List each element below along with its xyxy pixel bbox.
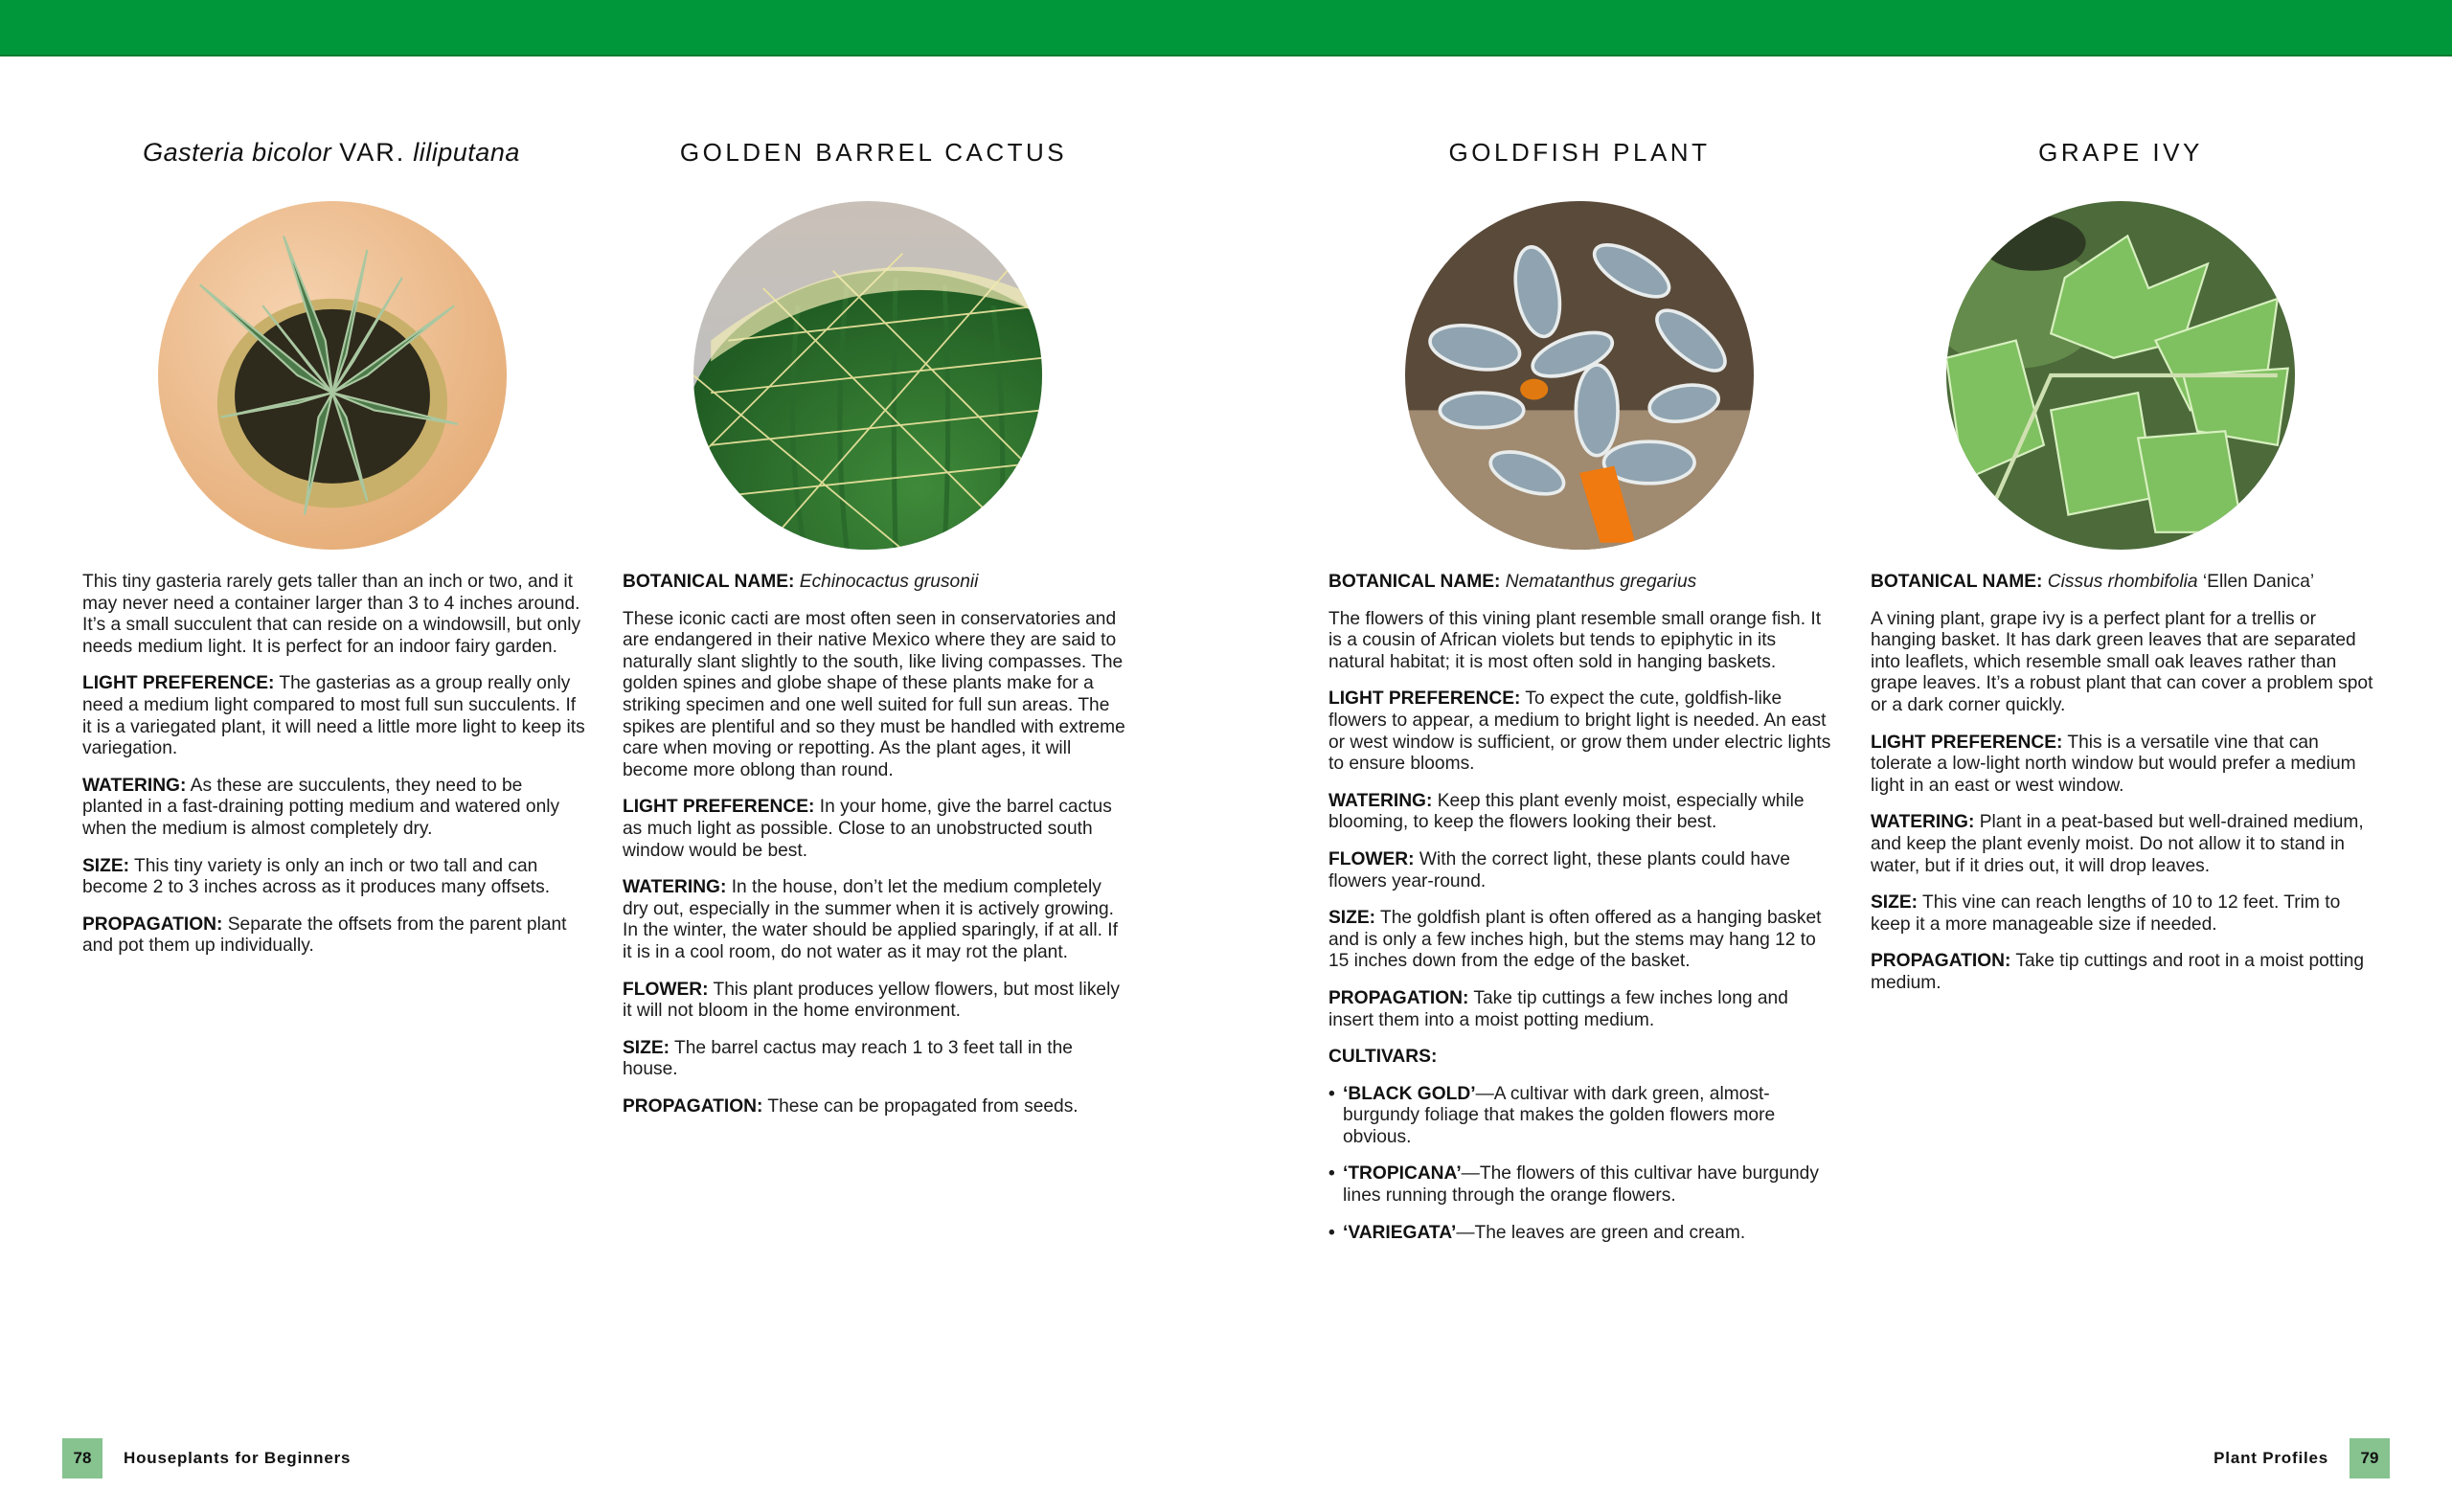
intro-paragraph: These iconic cacti are most often seen in conservatories and are endangered in their native Mexico where they are said to naturally slant slightly to the south, like living compasses. The golden spines and globe shape of these plants make for a striking specimen and one well suited for full sun areas. The spikes are plentiful and so they must be handled with extreme care when moving or repotting. As the plant ages, it will become more oblong than round. [623,608,1125,780]
intro-paragraph: This tiny gasteria rarely gets taller than an inch or two, and it may never need a container larger than 3 to 4 inches around. It’s a small succulent that can reside on a windowsill, but only needs medium light. It is perfect for an indoor fairy garden. [82,572,581,657]
size: SIZE: This tiny variety is only an inch or two tall and can become 2 to 3 inches across as it produces many offsets. [82,855,551,898]
size: SIZE: The barrel cactus may reach 1 to 3 feet tall in the house. [623,1037,1073,1080]
botanical-name: BOTANICAL NAME: Nematanthus gregarius [1328,572,1697,592]
propagation: PROPAGATION: Separate the offsets from the parent plant and pot them up individually. [82,914,567,957]
book-title: Houseplants for Beginners [124,1449,352,1467]
watering: WATERING: Plant in a peat-based but well-drained medium, and keep the plant evenly moist. Do not allow it to stand in water, but if it dries out, it will drop leaves. [1871,812,2364,876]
botanical-name: BOTANICAL NAME: Echinocactus grusonii [623,572,979,592]
propagation: PROPAGATION: These can be propagated from seeds. [623,1095,1078,1117]
heading-genus-species: Gasteria bicolor [143,138,332,168]
bullet-icon: • [1328,1083,1335,1104]
cultivar-item: • ‘TROPICANA’—The flowers of this cultivar have burgundy lines running through the orange flowers. [1328,1163,1819,1207]
footer-right [2214,1438,2390,1478]
plant-photo-gasteria [158,201,507,550]
page-number-right: 79 [2350,1438,2390,1478]
heading-var: VAR. [339,138,406,168]
top-color-band [0,0,2452,56]
heading-variety: liliputana [413,138,520,168]
plant-heading [63,138,600,168]
intro-paragraph: The flowers of this vining plant resemble small orange fish. It is a cousin of African violets but tends to epiphytic in its natural habitat; it is most often sold in hanging baskets. [1328,608,1822,672]
size: SIZE: This vine can reach lengths of 10 to 12 feet. Trim to keep it a more manageable size if needed. [1871,892,2341,935]
cultivars-heading: CULTIVARS: [1328,1047,1438,1068]
cultivar-item: • ‘VARIEGATA’—The leaves are green and cream. [1328,1222,1746,1243]
botanical-name: BOTANICAL NAME: Cissus rhombifolia ‘Ellen Danica’ [1871,572,2315,592]
plant-heading: GRAPE IVY [2038,137,2203,167]
cultivar-item: • ‘BLACK GOLD’—A cultivar with dark green, almost-burgundy foliage that makes the golden flowers more obvious. [1328,1083,1776,1147]
light-preference: LIGHT PREFERENCE: This is a versatile vine that can tolerate a low-light north window but would prefer a medium light in an east or west window. [1871,732,2356,796]
bullet-icon: • [1328,1163,1335,1185]
section-title: Plant Profiles [2214,1449,2328,1467]
flower: FLOWER: This plant produces yellow flowers, but most likely it will not bloom in the home environment. [623,979,1120,1022]
propagation: PROPAGATION: Take tip cuttings and root in a moist potting medium. [1871,951,2365,993]
plant-description [1328,572,1831,1259]
plant-heading: GOLDEN BARREL CACTUS [679,137,1068,167]
watering: WATERING: Keep this plant evenly moist, especially while blooming, to keep the flowers looking their best. [1328,790,1805,833]
light-preference: LIGHT PREFERENCE: In your home, give the barrel cactus as much light as possible. Close to an unobstructed south window would be best. [623,797,1112,861]
light-preference: LIGHT PREFERENCE: To expect the cute, goldfish-like flowers to appear, a medium to bright light is needed. An east or west window is sufficient, or grow them under electric lights to ensure blooms. [1328,688,1831,775]
watering: WATERING: As these are succulents, they need to be planted in a fast-draining potting medium and watered only when the medium is almost completely dry. [82,775,560,839]
page-number-left: 78 [62,1438,102,1478]
cultivar-list [1328,1084,1831,1245]
plant-description [1871,572,2373,1010]
bullet-icon: • [1328,1222,1335,1243]
footer-left [62,1438,351,1478]
plant-description [623,572,1125,1133]
plant-photo-grape-ivy [1946,201,2295,550]
plant-description [82,572,585,973]
size: SIZE: The goldfish plant is often offered as a hanging basket and is only a few inches high, but the stems may hang 12 to 15 inches down from the edge of the basket. [1328,908,1822,972]
propagation: PROPAGATION: Take tip cuttings a few inches long and insert them into a moist potting medium. [1328,987,1788,1030]
plant-photo-golden-barrel-cactus [693,201,1042,550]
plant-photo-goldfish-plant [1405,201,1754,550]
plant-heading: GOLDFISH PLANT [1448,137,1711,167]
flower: FLOWER: With the correct light, these plants could have flowers year-round. [1328,848,1791,891]
intro-paragraph: A vining plant, grape ivy is a perfect plant for a trellis or hanging basket. It has dark green leaves that are separated into leaflets, which resemble small oak leaves rather than grape leaves. It’s a robust plant that can cover a problem spot or a dark corner quickly. [1871,608,2373,715]
watering: WATERING: In the house, don’t let the medium completely dry out, especially in the summer when it is actively growing. In the winter, the water should be applied sparingly, if at all. If it is in a cool room, do not water as it may rot the plant. [623,877,1118,962]
light-preference: LIGHT PREFERENCE: The gasterias as a group really only need a medium light compared to most full sun succulents. If it is a variegated plant, it will need a little more light to keep its variegation. [82,673,585,759]
